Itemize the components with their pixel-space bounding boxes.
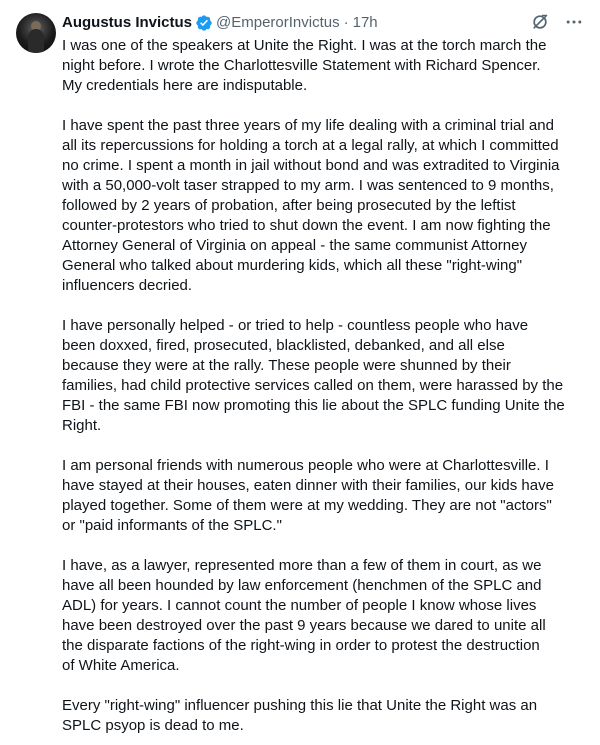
verified-badge-icon[interactable] bbox=[195, 14, 213, 32]
author-avatar[interactable] bbox=[16, 13, 56, 53]
grok-icon[interactable] bbox=[530, 12, 550, 32]
author-display-name[interactable]: Augustus Invictus bbox=[62, 14, 193, 31]
tweet-paragraph: I was one of the speakers at Unite the Right. I was at the torch march the night before. I wrote the Charlottesville Statement with Richard Spencer. My credentials here are indisputable. bbox=[62, 37, 547, 94]
tweet-paragraph: Every "right-wing" influencer pushing this lie that Unite the Right was an SPLC psyop is dead to me. bbox=[62, 697, 538, 734]
tweet-header bbox=[62, 12, 584, 34]
tweet-timestamp[interactable]: 17h bbox=[352, 14, 378, 31]
tweet-paragraph: I have spent the past three years of my life dealing with a criminal trial and all its repercussions for holding a torch at a legal rally, at which I committed no crime. I spent a month in jail without bond and was extradited to Virginia with a 50,000-volt taser strapped to my arm. I was sentenced to 9 months, followed by 2 years of probation, after being prosecuted by the leftist counter-protestors who tried to shut down the event. I am now fighting the Attorney General of Virginia on appeal - the same communist Attorney General who talked about murdering kids, which all these "right-wing" influencers decried. bbox=[62, 117, 560, 294]
tweet-body bbox=[62, 36, 592, 736]
tweet-paragraph: I have, as a lawyer, represented more than a few of them in court, as we have all been hounded by law enforcement (henchmen of the SPLC and ADL) for years. I cannot count the number of people I know whose lives have been destroyed over the past 9 years because we dared to unite all the disparate factions of the right-wing in order to protest the destruction of White America. bbox=[62, 557, 546, 674]
tweet-paragraph: I am personal friends with numerous people who were at Charlottesville. I have stayed at their houses, eaten dinner with their families, our kids have played together. Some of them were at my wedding. They are not "actors" or "paid informants of the SPLC." bbox=[62, 457, 554, 534]
more-options-icon[interactable] bbox=[564, 12, 584, 32]
avatar-figure bbox=[28, 29, 44, 53]
tweet-paragraph: I have personally helped - or tried to help - countless people who have been doxxed, fired, prosecuted, blacklisted, debanked, and all else because they were at the rally. These people were shunned by their families, had child protective services called on them, were harassed by the FBI - the same FBI now promoting this lie about the SPLC funding Unite the Right. bbox=[62, 317, 565, 434]
author-handle[interactable]: @EmperorInvictus bbox=[216, 14, 340, 31]
header-separator: · bbox=[343, 14, 349, 31]
header-actions bbox=[530, 12, 584, 32]
